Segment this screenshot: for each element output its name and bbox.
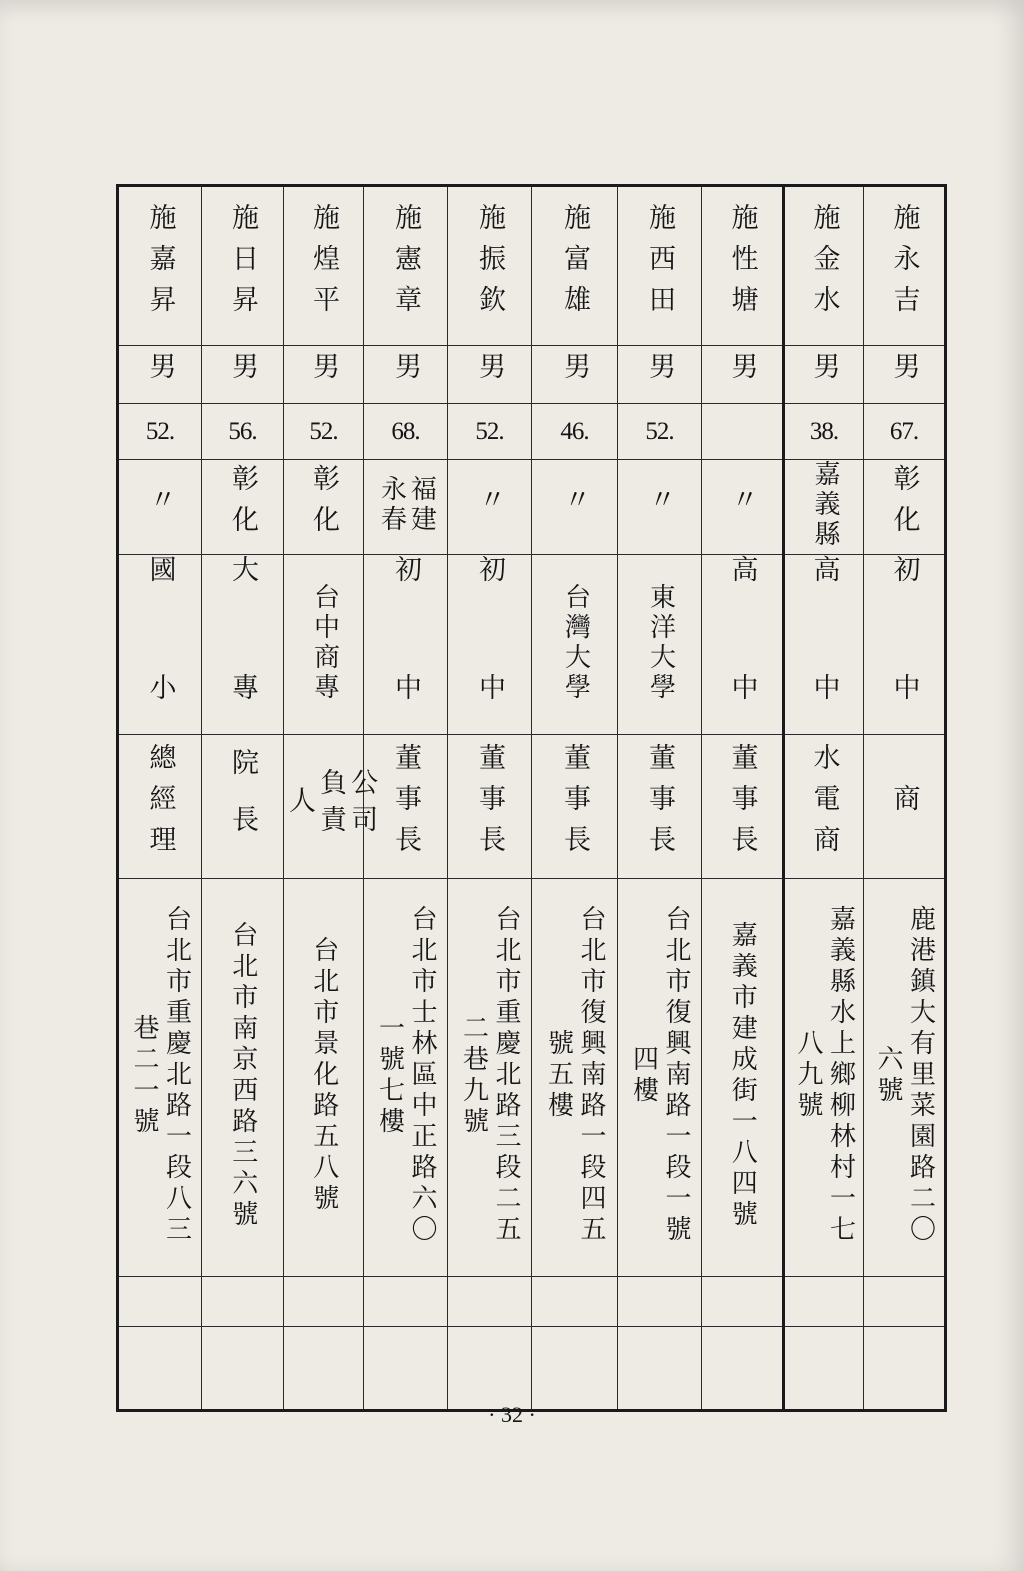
age-cell: 52. <box>448 404 532 460</box>
blank-cell <box>284 1277 364 1327</box>
blank-cell <box>202 1327 284 1411</box>
address-cell: 台北市士林區中正路六〇一號七樓 <box>364 879 448 1277</box>
occupation-cell: 商 <box>864 735 946 879</box>
education-cell: 大 專 <box>202 555 284 735</box>
address-cell: 台北市復興南路一段一號四樓 <box>618 879 702 1277</box>
address-cell: 台北市南京西路三六號 <box>202 879 284 1277</box>
education-cell: 東洋大學 <box>618 555 702 735</box>
blank-cell <box>364 1327 448 1411</box>
age-cell: 52. <box>618 404 702 460</box>
address-cell: 台北市重慶北路三段二五二巷九號 <box>448 879 532 1277</box>
page-number: · 32 · <box>488 1402 536 1427</box>
register-table <box>116 184 947 1412</box>
name-cell: 施憲章 <box>364 186 448 346</box>
age-cell: 52. <box>284 404 364 460</box>
sex-cell: 男 <box>702 346 784 404</box>
row-blank-2 <box>118 1327 946 1411</box>
name-cell: 施富雄 <box>532 186 618 346</box>
address-cell: 台北市復興南路一段四五號五樓 <box>532 879 618 1277</box>
origin-cell: 嘉義縣 <box>784 460 864 555</box>
occupation-cell: 公司負責人 <box>284 735 364 879</box>
occupation-cell: 董事長 <box>532 735 618 879</box>
blank-cell <box>448 1327 532 1411</box>
row-age <box>118 404 946 460</box>
blank-cell <box>784 1277 864 1327</box>
register-table-wrap <box>116 184 944 1366</box>
origin-cell: 〃 <box>118 460 202 555</box>
education-cell: 初 中 <box>364 555 448 735</box>
age-cell: 46. <box>532 404 618 460</box>
origin-cell: 彰化 <box>202 460 284 555</box>
occupation-cell: 董事長 <box>448 735 532 879</box>
age-cell: 56. <box>202 404 284 460</box>
row-blank-1 <box>118 1277 946 1327</box>
blank-cell <box>702 1327 784 1411</box>
row-sex <box>118 346 946 404</box>
occupation-cell: 董事長 <box>364 735 448 879</box>
education-cell: 國 小 <box>118 555 202 735</box>
blank-cell <box>118 1327 202 1411</box>
origin-cell: 彰化 <box>284 460 364 555</box>
name-cell: 施西田 <box>618 186 702 346</box>
occupation-cell: 董事長 <box>702 735 784 879</box>
row-address <box>118 879 946 1277</box>
occupation-cell: 院長 <box>202 735 284 879</box>
sex-cell: 男 <box>618 346 702 404</box>
blank-cell <box>618 1327 702 1411</box>
blank-cell <box>784 1327 864 1411</box>
address-cell: 嘉義市建成街一八四號 <box>702 879 784 1277</box>
origin-cell: 〃 <box>448 460 532 555</box>
age-cell: 38. <box>784 404 864 460</box>
row-name <box>118 186 946 346</box>
occupation-cell: 水電商 <box>784 735 864 879</box>
blank-cell <box>532 1277 618 1327</box>
origin-cell: 福建永春 <box>364 460 448 555</box>
row-occupation <box>118 735 946 879</box>
age-cell: 52. <box>118 404 202 460</box>
sex-cell: 男 <box>118 346 202 404</box>
education-cell: 台中商專 <box>284 555 364 735</box>
education-cell: 台灣大學 <box>532 555 618 735</box>
blank-cell <box>864 1277 946 1327</box>
name-cell: 施嘉昇 <box>118 186 202 346</box>
name-cell: 施日昇 <box>202 186 284 346</box>
name-cell: 施永吉 <box>864 186 946 346</box>
origin-cell: 〃 <box>702 460 784 555</box>
name-cell: 施金水 <box>784 186 864 346</box>
occupation-cell: 董事長 <box>618 735 702 879</box>
blank-cell <box>448 1277 532 1327</box>
sex-cell: 男 <box>448 346 532 404</box>
blank-cell <box>364 1277 448 1327</box>
name-cell: 施煌平 <box>284 186 364 346</box>
blank-cell <box>532 1327 618 1411</box>
education-cell: 高 中 <box>702 555 784 735</box>
sex-cell: 男 <box>202 346 284 404</box>
sex-cell: 男 <box>532 346 618 404</box>
row-education <box>118 555 946 735</box>
blank-cell <box>284 1327 364 1411</box>
name-cell: 施振欽 <box>448 186 532 346</box>
blank-cell <box>864 1327 946 1411</box>
address-cell: 台北市景化路五八號 <box>284 879 364 1277</box>
sex-cell: 男 <box>364 346 448 404</box>
sex-cell: 男 <box>864 346 946 404</box>
name-cell: 施性塘 <box>702 186 784 346</box>
sex-cell: 男 <box>784 346 864 404</box>
sex-cell: 男 <box>284 346 364 404</box>
age-cell <box>702 404 784 460</box>
origin-cell: 〃 <box>532 460 618 555</box>
address-cell: 嘉義縣水上鄉柳林村一七八九號 <box>784 879 864 1277</box>
occupation-cell: 總經理 <box>118 735 202 879</box>
blank-cell <box>118 1277 202 1327</box>
age-cell: 68. <box>364 404 448 460</box>
blank-cell <box>202 1277 284 1327</box>
education-cell: 初 中 <box>448 555 532 735</box>
education-cell: 高 中 <box>784 555 864 735</box>
origin-cell: 〃 <box>618 460 702 555</box>
row-origin <box>118 460 946 555</box>
blank-cell <box>618 1277 702 1327</box>
address-cell: 台北市重慶北路一段八三巷二一號 <box>118 879 202 1277</box>
origin-cell: 彰化 <box>864 460 946 555</box>
address-cell: 鹿港鎮大有里菜園路二〇六號 <box>864 879 946 1277</box>
education-cell: 初 中 <box>864 555 946 735</box>
blank-cell <box>702 1277 784 1327</box>
age-cell: 67. <box>864 404 946 460</box>
